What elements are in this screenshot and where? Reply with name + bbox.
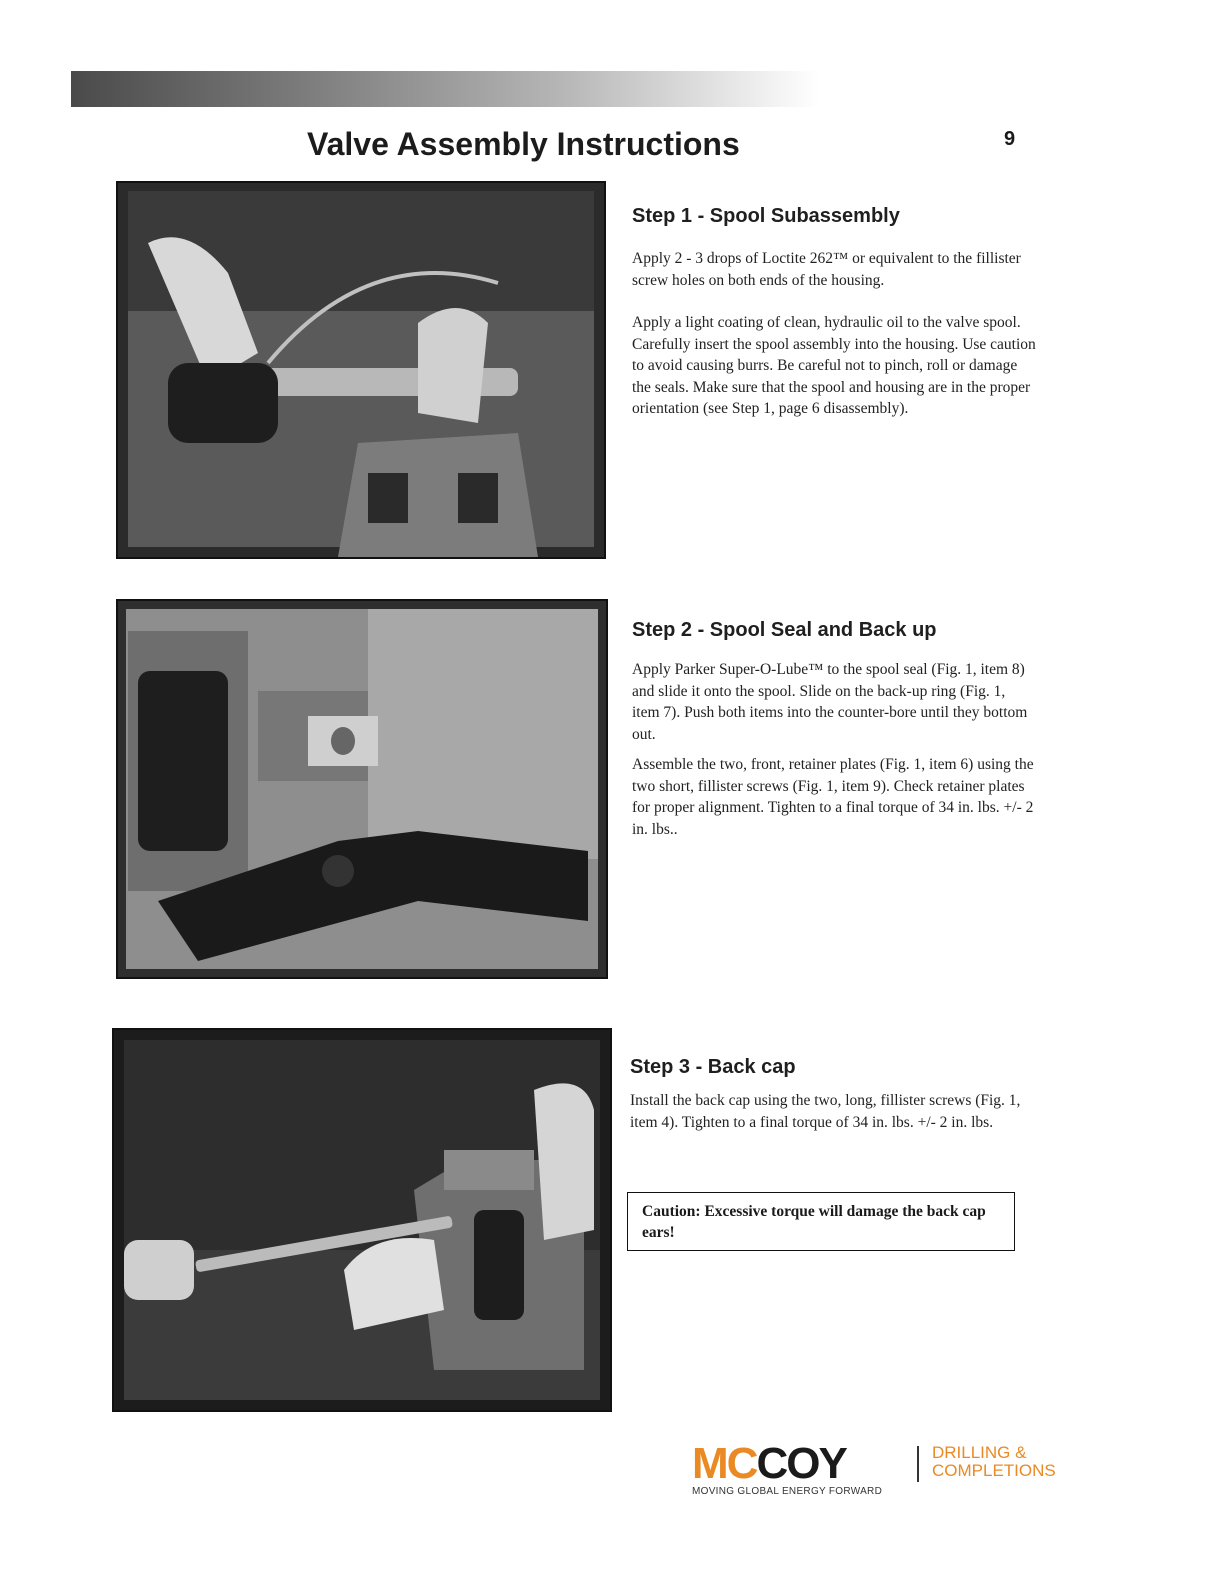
page-title: Valve Assembly Instructions xyxy=(307,126,740,162)
header-gradient-bar xyxy=(71,71,819,107)
caution-box: Caution: Excessive torque will damage the back cap ears! xyxy=(627,1192,1015,1251)
logo-wordmark: MCCOY xyxy=(692,1439,846,1488)
logo-division xyxy=(932,1444,1056,1480)
step-2-photo xyxy=(116,599,608,979)
logo-divider xyxy=(917,1446,919,1482)
step-2-paragraph-2: Assemble the two, front, retainer plates (Fig. 1, item 6) using the two short, fillister screws (Fig. 1, item 9). Check retainer plates for proper alignment. Tighten to a final torque of 34 in. lbs. +/- 2 in. lbs.. xyxy=(632,756,1034,838)
step-3-heading: Step 3 - Back cap xyxy=(630,1056,796,1078)
logo-division-line-2: COMPLETIONS xyxy=(932,1461,1056,1480)
step-3-photo xyxy=(112,1028,612,1412)
logo-tagline: MOVING GLOBAL ENERGY FORWARD xyxy=(692,1486,883,1497)
step-1-paragraph-1: Apply 2 - 3 drops of Loctite 262™ or equivalent to the fillister screw holes on both ends of the housing. xyxy=(632,250,1021,289)
page-number: 9 xyxy=(1004,128,1016,150)
step-1-heading: Step 1 - Spool Subassembly xyxy=(632,205,900,227)
step-2-heading: Step 2 - Spool Seal and Back up xyxy=(632,619,937,641)
company-logo xyxy=(692,1439,1092,1502)
step-3-paragraph-1: Install the back cap using the two, long, fillister screws (Fig. 1, item 4). Tighten to a final torque of 34 in. lbs. +/- 2 in. lbs. xyxy=(630,1092,1021,1131)
step-1-paragraph-2: Apply a light coating of clean, hydraulic oil to the valve spool. Carefully insert the spool assembly into the housing. Use caution to avoid causing burrs. Be careful not to pinch, roll or damage the seals. Make sure that the spool and housing are in the proper orientation (see Step 1, page 6 disassembly). xyxy=(632,314,1036,417)
step-2-paragraph-1: Apply Parker Super-O-Lube™ to the spool seal (Fig. 1, item 8) and slide it onto the spool. Slide on the back-up ring (Fig. 1, item 7). Push both items into the counter-bore until they bottom out. xyxy=(632,661,1028,743)
logo-division-line-1: DRILLING & xyxy=(932,1443,1027,1462)
step-1-photo xyxy=(116,181,606,559)
